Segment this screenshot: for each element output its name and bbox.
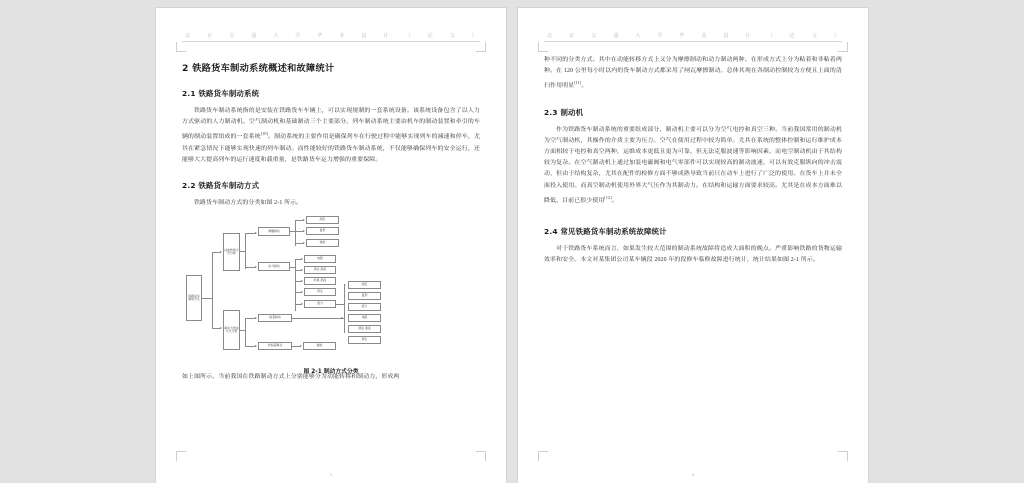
diagram-node-l3-c5: 涡流 液流 <box>348 325 381 333</box>
header-char: 业 <box>701 33 707 39</box>
document-page-4[interactable] <box>518 8 868 483</box>
section-heading-2-4: 2.4 常见铁路货车制动系统故障统计 <box>544 226 667 236</box>
crop-mark-icon <box>176 42 186 52</box>
header-char: 设 <box>723 33 729 39</box>
paragraph: 铁路货车制动方式的分类如图 2-1 所示。 <box>194 199 303 206</box>
header-char: 毕 <box>679 33 685 39</box>
header-char: 计 <box>383 33 389 39</box>
header-char: 论 <box>427 33 433 39</box>
figure-caption: 图 2-1 制动方式分类 <box>303 369 359 376</box>
citation-ref: [10] <box>260 131 269 137</box>
header-char: 通 <box>613 33 619 39</box>
document-page-3[interactable] <box>156 8 506 483</box>
paragraph <box>182 106 480 166</box>
section-heading-2-1: 2.1 铁路货车制动系统 <box>182 89 260 98</box>
diagram-node-l1-a: 动能转移方式分类 <box>223 233 240 271</box>
header-char: 毕 <box>317 33 323 39</box>
diagram-node-l3-b5: 液力 <box>304 300 336 308</box>
diagram-node-l3-a1: 闸瓦 <box>306 216 339 224</box>
diagram-node-l3-b4: 再生 <box>304 288 336 296</box>
diagram-node-l3-c4: 电阻 <box>348 314 381 322</box>
header-char: ） <box>833 33 839 39</box>
citation-ref: [12] <box>604 194 612 200</box>
header-char: ） <box>471 33 477 39</box>
paragraph-text: 种不同的分类方式。其中在动能转移方式上又分为摩擦制动和动力制动两种。在形成方式上分为粘着和非粘着两种。在 120 公里每小时以内的货车制动方式都采用了闸瓦摩擦制动。总体其现在各制动控制较为方便且上面的清扫作用明显 <box>544 57 842 90</box>
diagram-node-l3-c3: 液力 <box>348 303 381 311</box>
page-header <box>544 32 842 42</box>
page-number: 4 <box>691 472 695 477</box>
diagram-node-l3-c1: 闸瓦 <box>348 281 381 289</box>
crop-mark-icon <box>538 451 548 461</box>
diagram-node-l3-b1: 电阻 <box>304 255 336 263</box>
diagram-node-l3-c6: 再生 <box>348 336 381 344</box>
section-heading-2-3: 2.3 制动机 <box>544 107 584 117</box>
citation-ref: [11] <box>574 80 582 86</box>
header-char: （ <box>405 33 411 39</box>
diagram-node-l3-b3: 料星 涡流 <box>304 277 336 285</box>
crop-mark-icon <box>838 451 848 461</box>
diagram-node-l3-a3: 磁轨 <box>306 239 339 247</box>
paragraph: 如上图所示。当前我国在铁路制动方式上分别能够分为动能转移和制动力，形成两 <box>182 374 400 381</box>
header-char: 交 <box>229 33 235 39</box>
section-heading-2-2: 2.2 铁路货车制动方式 <box>182 180 260 190</box>
diagram-node-root: 铁路货车制动方式 <box>186 275 202 321</box>
diagram-node-l3-d1: 磁轨 <box>303 342 336 350</box>
header-char: 文 <box>811 33 817 39</box>
header-char: 学 <box>295 33 301 39</box>
header-char: 学 <box>657 33 663 39</box>
header-char: 业 <box>339 33 345 39</box>
paragraph <box>544 55 842 93</box>
header-char: 通 <box>251 33 257 39</box>
header-char: 京 <box>569 33 575 39</box>
diagram-node-l2-a2: 动力制动 <box>258 262 290 271</box>
header-char: 论 <box>789 33 795 39</box>
diagram-node-l2-b2: 非粘着制动 <box>258 342 292 350</box>
header-char: 计 <box>745 33 751 39</box>
page-number: 3 <box>329 472 333 477</box>
diagram-node-l1-b: 制动力形成方式分类 <box>223 310 240 350</box>
diagram-node-l3-c2: 盘形 <box>348 292 381 300</box>
paragraph-text-tail: 。 <box>581 83 588 90</box>
paragraph-text-tail: 。制动系统的主要作用是确保列车在行驶过程中能够实现列车的减速和停车，尤其在紧急情况下能够实现快速的列车制动。而性能较好的铁路货车制动系统，不仅能够确保列车的安全运行，还能够大大提高列车的运行速度和载重量，是铁路货车运力增强的重要保障。 <box>182 134 481 163</box>
diagram-node-l2-a1: 摩擦制动 <box>258 227 290 236</box>
header-char: 北 <box>185 33 191 39</box>
paragraph <box>544 125 842 207</box>
header-char: 大 <box>273 33 279 39</box>
header-char: 设 <box>361 33 367 39</box>
page-header <box>182 32 480 42</box>
header-char: 北 <box>547 33 553 39</box>
crop-mark-icon <box>476 451 486 461</box>
header-char: 京 <box>207 33 213 39</box>
brake-classification-diagram <box>182 215 480 363</box>
header-char: 交 <box>591 33 597 39</box>
section-heading-2: 2 铁路货车制动系统概述和故障统计 <box>182 63 335 74</box>
paragraph: 对于铁路货车系统而言，如果发生较大范围的制动系统故障将造成大面积的晚点。严重影响铁路的货物运输效率和安全。本文对某集团公司某车辆段 2020 年的段修车临修故障进行统计，统计结果如图 2-1 所示。 <box>544 245 842 264</box>
crop-mark-icon <box>476 42 486 52</box>
header-char: （ <box>767 33 773 39</box>
diagram-node-l3-a2: 盘形 <box>306 227 339 235</box>
paragraph-text: 作为铁路货车制动系统的重要组成部分，制动机主要可以分为空气电控和真空三种。当前我国常用的制动机为空气制动机，其操作的介质主要为压力。空气在使用过程中较为简单。尤其在系统的整体控制和运行维护成本方面相较于电控和真空两种，运维成本更低且更为可靠。但无法克服波速等影响因素。而电空制动机由于其结构较为复杂。在空气制动机上通过加装电磁阀和电气零部件可以实现较高的制动波速，可以有效克服纵向的冲击震动，但由于结构复杂，尤其在配件的检修方面不够成熟导致当前只在动车上进行了广泛的使用。在货车上并未全面投入使用。而真空制动机使用外界大气压作为其制动力。在结构和运输方面要求较高。尤其是在成本方面难以降低，目前已很少使用 <box>544 126 842 204</box>
crop-mark-icon <box>176 451 186 461</box>
paragraph-text-tail: 。 <box>611 197 618 204</box>
figure-2-1 <box>182 215 480 376</box>
crop-mark-icon <box>838 42 848 52</box>
diagram-node-l3-b2: 再生 涡流 <box>304 266 336 274</box>
header-char: 大 <box>635 33 641 39</box>
diagram-node-l2-b1: 粘着制动 <box>258 314 292 322</box>
paragraph-text: 铁路货车制动系统指的是安装在铁路货车车辆上，可以实现规制的一套系统设备。该系统设备包含了以人力方式驱动的人力制动机、空气制动机和基础制动三个主要部分。列车制动系统主要由机车的制动装置和牵引的车辆的制动装置组成的一套系统 <box>182 108 480 141</box>
header-char: 文 <box>449 33 455 39</box>
crop-mark-icon <box>538 42 548 52</box>
